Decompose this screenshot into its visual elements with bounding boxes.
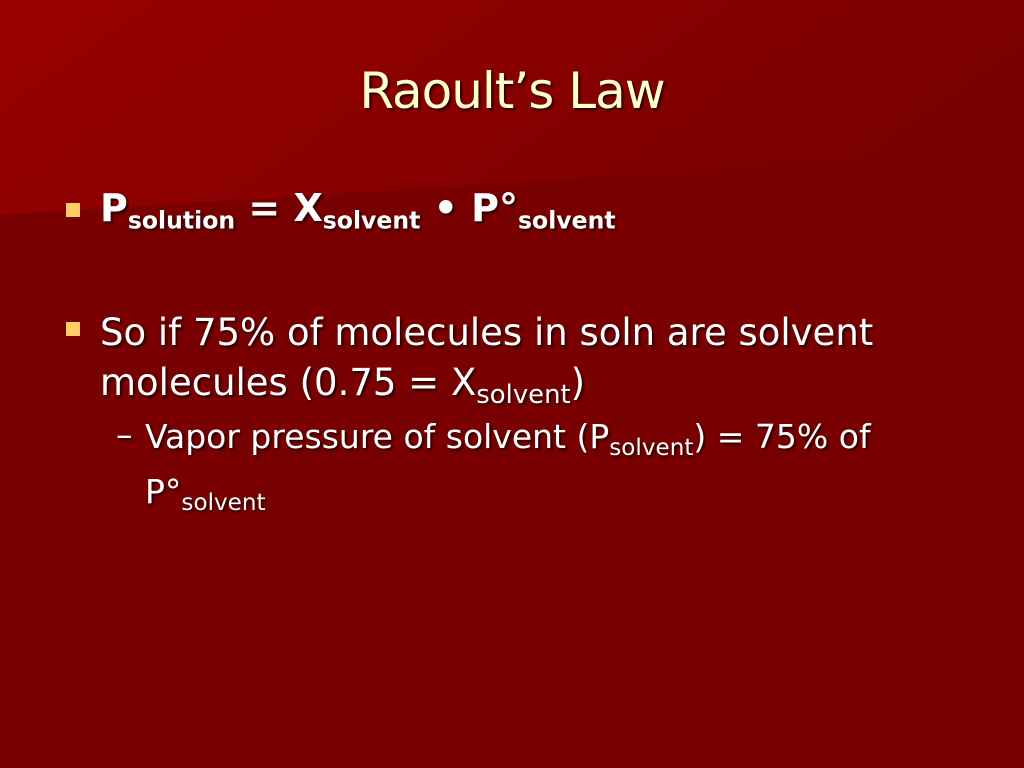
subbullet-text: Vapor pressure of solvent $(P_{solvent}) = 75\%$ of $P^\circ_{solvent}$ [145, 417, 871, 516]
bullet-marker [66, 322, 80, 336]
slide-title: Raoult’s Law [359, 62, 665, 120]
raoult-formula: $P_{solution} = X_{solvent}$ • $P^\circ_{solvent}$ [100, 186, 616, 235]
bullet-text: So if 75% of molecules in soln are solvent molecules $(0.75 = X_{solvent})$ [100, 311, 874, 410]
subbullet-dash: – [116, 415, 133, 454]
bullet-marker [66, 203, 80, 217]
